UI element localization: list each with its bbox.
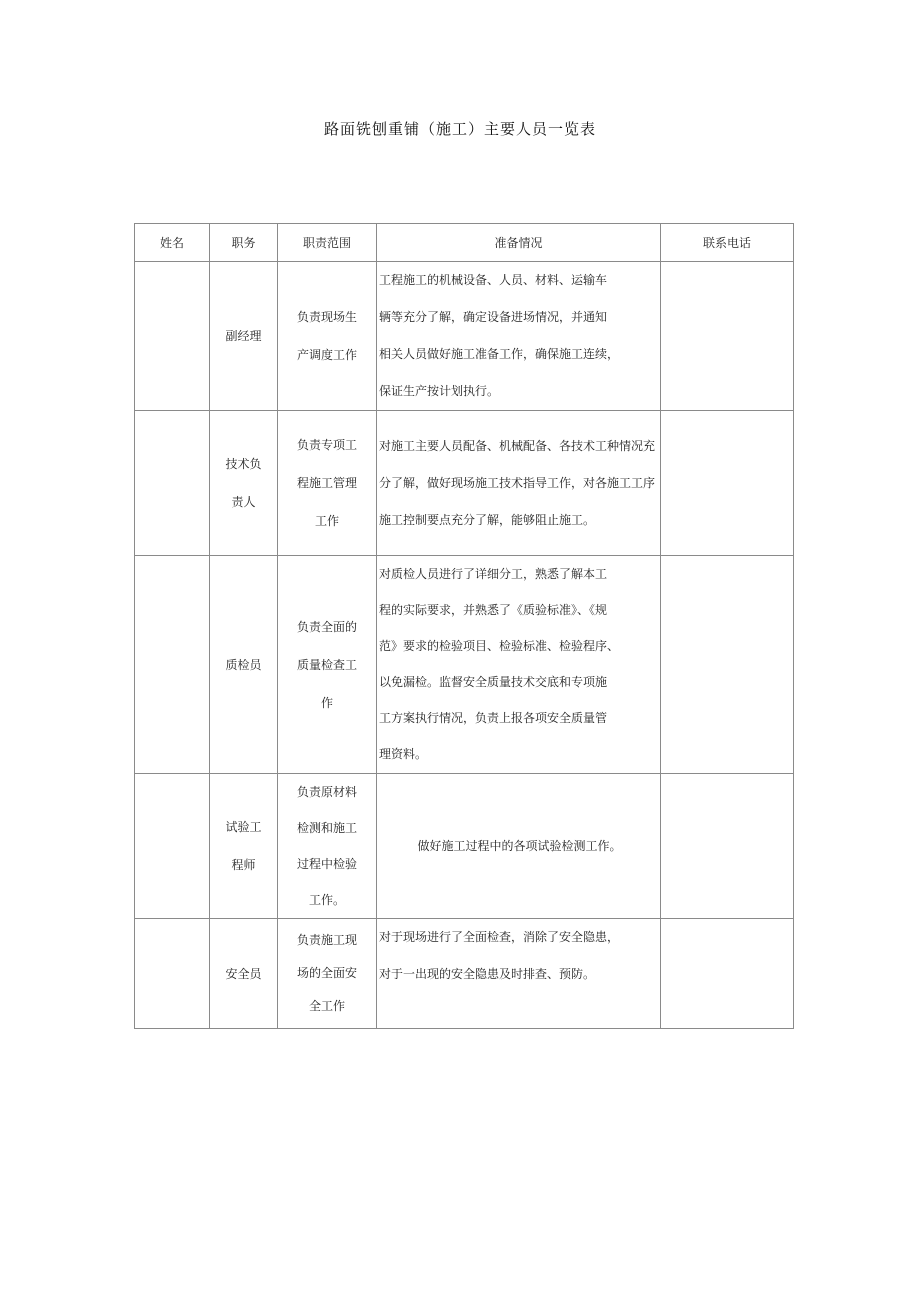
position-line: 程师 [231,858,256,872]
scope-line: 负责现场生 [296,310,357,324]
preparation-line: 以免漏检。监督安全质量技术交底和专项施 [379,675,608,689]
scope-line: 检测和施工 [296,821,357,835]
preparation-line: 程的实际要求，并熟悉了《质验标准》、《规 [379,603,608,617]
preparation-line: 保证生产按计划执行。 [379,384,500,398]
preparation-cell [377,556,661,774]
position-cell [210,556,278,774]
table-row [135,774,794,919]
table-row [135,411,794,556]
scope-line: 工作。 [308,893,345,907]
preparation-cell [377,774,661,919]
scope-line: 产调度工作 [296,348,357,362]
scope-line: 场的全面安 [296,966,357,980]
preparation-line: 工程施工的机械设备、人员、材料、运输车 [379,273,608,287]
preparation-line: 对于一出现的安全隐患及时排查、预防。 [379,967,596,981]
position-cell [210,774,278,919]
header-phone: 联系电话 [661,224,794,262]
header-scope: 职责范围 [278,224,377,262]
position-cell [210,919,278,1029]
scope-line: 程施工管理 [296,476,357,490]
header-position: 职务 [210,224,278,262]
table-row [135,919,794,1029]
name-cell [135,774,210,919]
table-row [135,262,794,411]
scope-cell [278,556,377,774]
table-header-row [135,224,794,262]
position-line: 质检员 [225,657,262,672]
table-row [135,556,794,774]
preparation-line: 对于现场进行了全面检查，消除了安全隐患， [379,930,620,944]
preparation-cell [377,919,661,1029]
preparation-line: 分了解，做好现场施工技术指导工作，对各施工工序 [379,475,656,490]
preparation-line: 对质检人员进行了详细分工，熟悉了解本工 [379,567,608,581]
scope-cell [278,411,377,556]
scope-cell [278,262,377,411]
scope-line: 负责原材料 [296,785,357,799]
name-cell [135,919,210,1029]
scope-line: 质量检查工 [296,657,357,672]
preparation-line: 工方案执行情况，负责上报各项安全质量管 [379,711,608,725]
preparation-line: 范》要求的检验项目、检验标准、检验程序、 [379,639,620,653]
staff-table [134,223,794,1029]
header-preparation: 准备情况 [377,224,661,262]
position-line: 副经理 [225,329,262,343]
preparation-line: 相关人员做好施工准备工作，确保施工连续， [379,347,620,361]
preparation-cell [377,262,661,411]
preparation-line: 理资料。 [379,747,428,761]
page-title: 路面铣刨重铺（施工）主要人员一览表 [323,120,596,138]
position-cell [210,411,278,556]
scope-cell [278,919,377,1029]
scope-line: 工作 [314,514,339,528]
scope-line: 作 [320,695,333,710]
preparation-line: 对施工主要人员配备、机械配备、各技术工种情况充 [379,438,656,453]
phone-cell [661,262,794,411]
phone-cell [661,556,794,774]
scope-line: 过程中检验 [296,857,357,871]
preparation-line: 施工控制要点充分了解，能够阻止施工。 [379,512,596,527]
phone-cell [661,411,794,556]
scope-line: 负责全面的 [296,619,357,634]
preparation-cell [377,411,661,556]
preparation-line: 做好施工过程中的各项试验检测工作。 [417,838,622,853]
name-cell [135,556,210,774]
phone-cell [661,919,794,1029]
position-line: 责人 [231,495,256,509]
position-cell [210,262,278,411]
position-line: 安全员 [225,966,262,981]
header-name: 姓名 [135,224,210,262]
name-cell [135,411,210,556]
scope-line: 负责专项工 [296,438,357,452]
preparation-line: 辆等充分了解，确定设备进场情况，并通知 [379,310,608,324]
scope-cell [278,774,377,919]
name-cell [135,262,210,411]
scope-line: 负责施工现 [296,933,357,947]
scope-line: 全工作 [308,999,345,1013]
position-line: 技术负 [225,457,262,471]
position-line: 试验工 [225,820,262,834]
phone-cell [661,774,794,919]
